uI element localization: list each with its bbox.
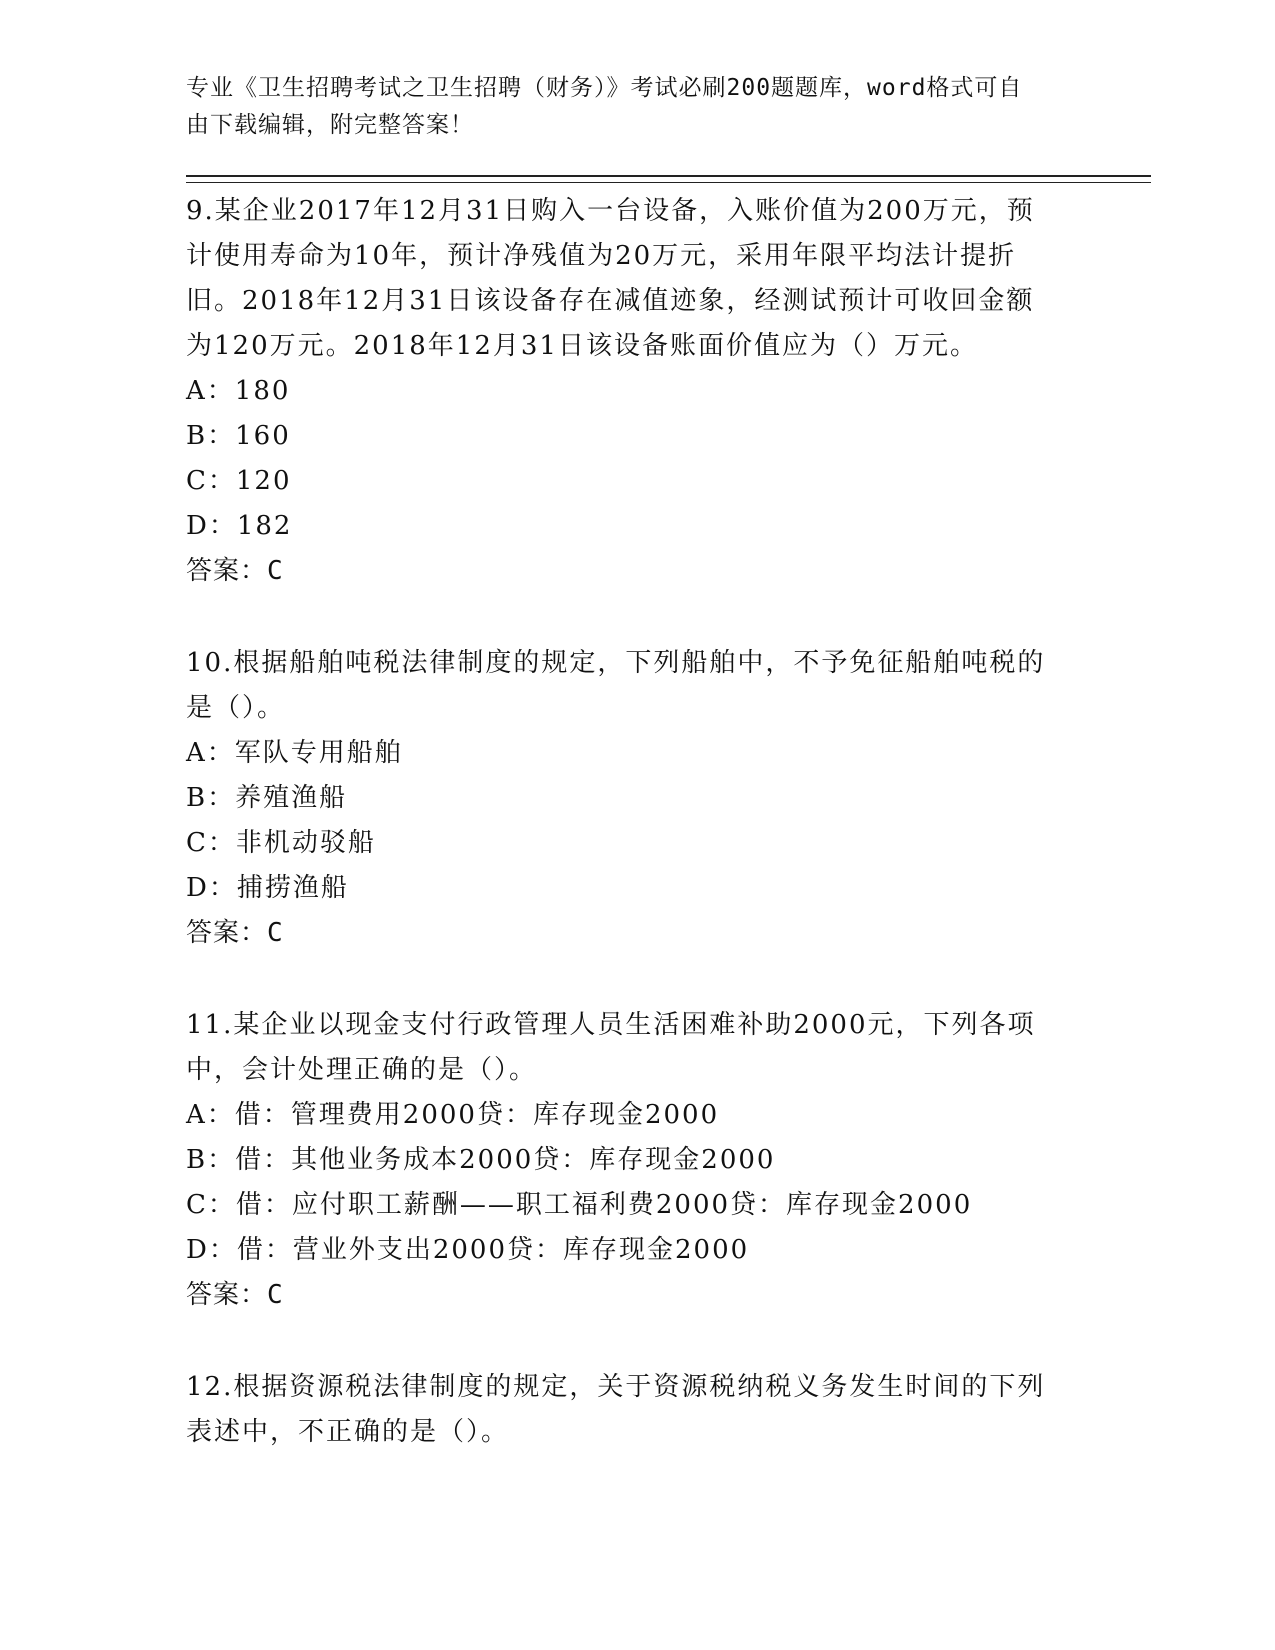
question-stem: 9.某企业2017年12月31日购入一台设备，入账价值为200万元，预 — [186, 196, 1035, 226]
question-stem: 计使用寿命为10年，预计净残值为20万元，采用年限平均法计提折 — [186, 241, 1017, 271]
answer — [186, 1273, 1086, 1318]
question-stem: 12.根据资源税法律制度的规定，关于资源税纳税义务发生时间的下列 — [186, 1372, 1046, 1402]
answer-value: C — [267, 918, 284, 948]
question-stem: 10.根据船舶吨税法律制度的规定，下列船舶中，不予免征船舶吨税的 — [186, 648, 1046, 678]
option-b: B：借：其他业务成本2000贷：库存现金2000 — [186, 1145, 776, 1175]
header-divider-thin — [186, 182, 1151, 183]
answer-value: C — [267, 556, 284, 586]
document-header — [186, 70, 1066, 144]
header-line-2: 由下载编辑，附完整答案！ — [186, 112, 474, 138]
question-stem: 中，会计处理正确的是（）。 — [186, 1055, 538, 1085]
question-stem: 表述中，不正确的是（）。 — [186, 1417, 510, 1447]
answer — [186, 549, 1086, 594]
answer-label: 答案： — [186, 1280, 268, 1310]
option-d: D：182 — [186, 511, 293, 541]
option-a: A：军队专用船舶 — [186, 738, 403, 768]
question-12 — [186, 1365, 1086, 1455]
question-10 — [186, 641, 1086, 956]
question-list — [186, 189, 1086, 1502]
option-d: D：借：营业外支出2000贷：库存现金2000 — [186, 1235, 750, 1265]
option-c: C：借：应付职工薪酬——职工福利费2000贷：库存现金2000 — [186, 1190, 973, 1220]
answer-label: 答案： — [186, 918, 268, 948]
option-a: A：180 — [186, 376, 291, 406]
answer — [186, 911, 1086, 956]
header-divider-thick — [186, 175, 1151, 177]
answer-label: 答案： — [186, 556, 268, 586]
question-stem: 11.某企业以现金支付行政管理人员生活困难补助2000元，下列各项 — [186, 1010, 1036, 1040]
question-11 — [186, 1003, 1086, 1318]
answer-value: C — [267, 1280, 284, 1310]
question-9 — [186, 189, 1086, 594]
question-stem: 是（）。 — [186, 693, 286, 723]
question-stem: 为120万元。2018年12月31日该设备账面价值应为（）万元。 — [186, 331, 978, 361]
option-b: B：养殖渔船 — [186, 783, 348, 813]
option-a: A：借：管理费用2000贷：库存现金2000 — [186, 1100, 720, 1130]
option-b: B：160 — [186, 421, 291, 451]
option-d: D：捕捞渔船 — [186, 873, 349, 903]
question-stem: 旧。2018年12月31日该设备存在减值迹象，经测试预计可收回金额 — [186, 286, 1035, 316]
header-line-1: 专业《卫生招聘考试之卫生招聘（财务）》考试必刷200题题库，word格式可自 — [186, 75, 1023, 101]
option-c: C：120 — [186, 466, 292, 496]
option-c: C：非机动驳船 — [186, 828, 376, 858]
